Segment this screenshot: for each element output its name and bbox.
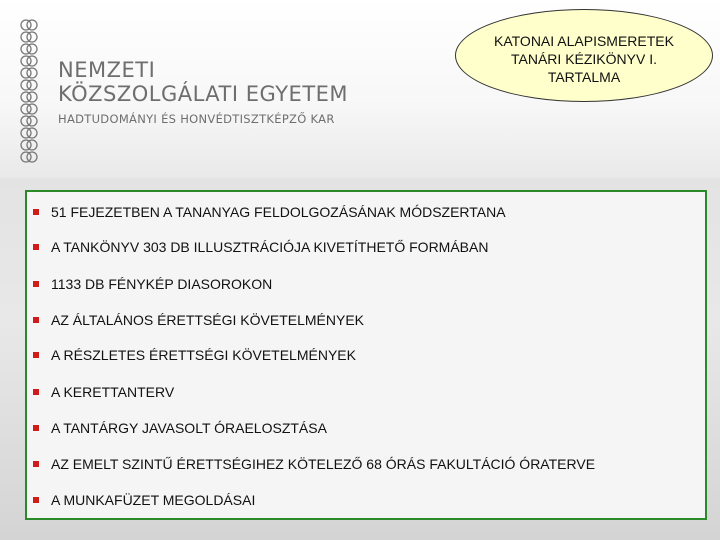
list-item-text: AZ ÁLTALÁNOS ÉRETTSÉGI KÖVETELMÉNYEK	[51, 312, 365, 328]
bullet-square-icon	[33, 389, 39, 395]
list-item-text: A MUNKAFÜZET MEGOLDÁSAI	[51, 492, 256, 508]
university-logo-text	[58, 58, 348, 126]
bullet-square-icon	[33, 281, 39, 287]
list-item	[33, 347, 356, 363]
list-item	[33, 276, 272, 292]
list-item-text: AZ EMELT SZINTŰ ÉRETTSÉGIHEZ KÖTELEZŐ 68 ÓRÁS FAKULTÁCIÓ ÓRATERVE	[51, 456, 596, 472]
list-item-text: A KERETTANTERV	[51, 384, 175, 400]
list-item	[33, 204, 506, 220]
list-item	[33, 384, 174, 400]
bullet-square-icon	[33, 317, 39, 323]
logo-line-3: HADTUDOMÁNYI ÉS HONVÉDTISZTKÉPZŐ KAR	[58, 112, 335, 126]
bullet-square-icon	[33, 497, 39, 503]
bullet-square-icon	[33, 209, 39, 215]
bullet-square-icon	[33, 244, 39, 250]
bullet-square-icon	[33, 425, 39, 431]
bullet-square-icon	[33, 461, 39, 467]
decorative-knot-column-icon	[18, 18, 40, 168]
title-ellipse	[455, 9, 713, 102]
logo-line-1: NEMZETI	[58, 58, 156, 82]
slide-title: KATONAI ALAPISMERETEK TANÁRI KÉZIKÖNYV I. TARTALMA	[494, 32, 674, 85]
list-item-text: A TANTÁRGY JAVASOLT ÓRAELOSZTÁSA	[51, 420, 327, 436]
content-box	[25, 190, 707, 520]
logo-line-2: KÖZSZOLGÁLATI EGYETEM	[58, 82, 349, 106]
list-item-text: A RÉSZLETES ÉRETTSÉGI KÖVETELMÉNYEK	[51, 347, 356, 363]
list-item-text: A TANKÖNYV 303 DB ILLUSZTRÁCIÓJA KIVETÍTHETŐ FORMÁBAN	[51, 239, 489, 255]
bullet-square-icon	[33, 352, 39, 358]
list-item	[33, 492, 255, 508]
list-item-text: 1133 DB FÉNYKÉP DIASOROKON	[51, 276, 273, 292]
list-item	[33, 312, 364, 328]
list-item	[33, 420, 327, 436]
list-item	[33, 239, 488, 255]
list-item-text: 51 FEJEZETBEN A TANANYAG FELDOLGOZÁSÁNAK MÓDSZERTANA	[51, 204, 506, 220]
list-item	[33, 456, 595, 472]
